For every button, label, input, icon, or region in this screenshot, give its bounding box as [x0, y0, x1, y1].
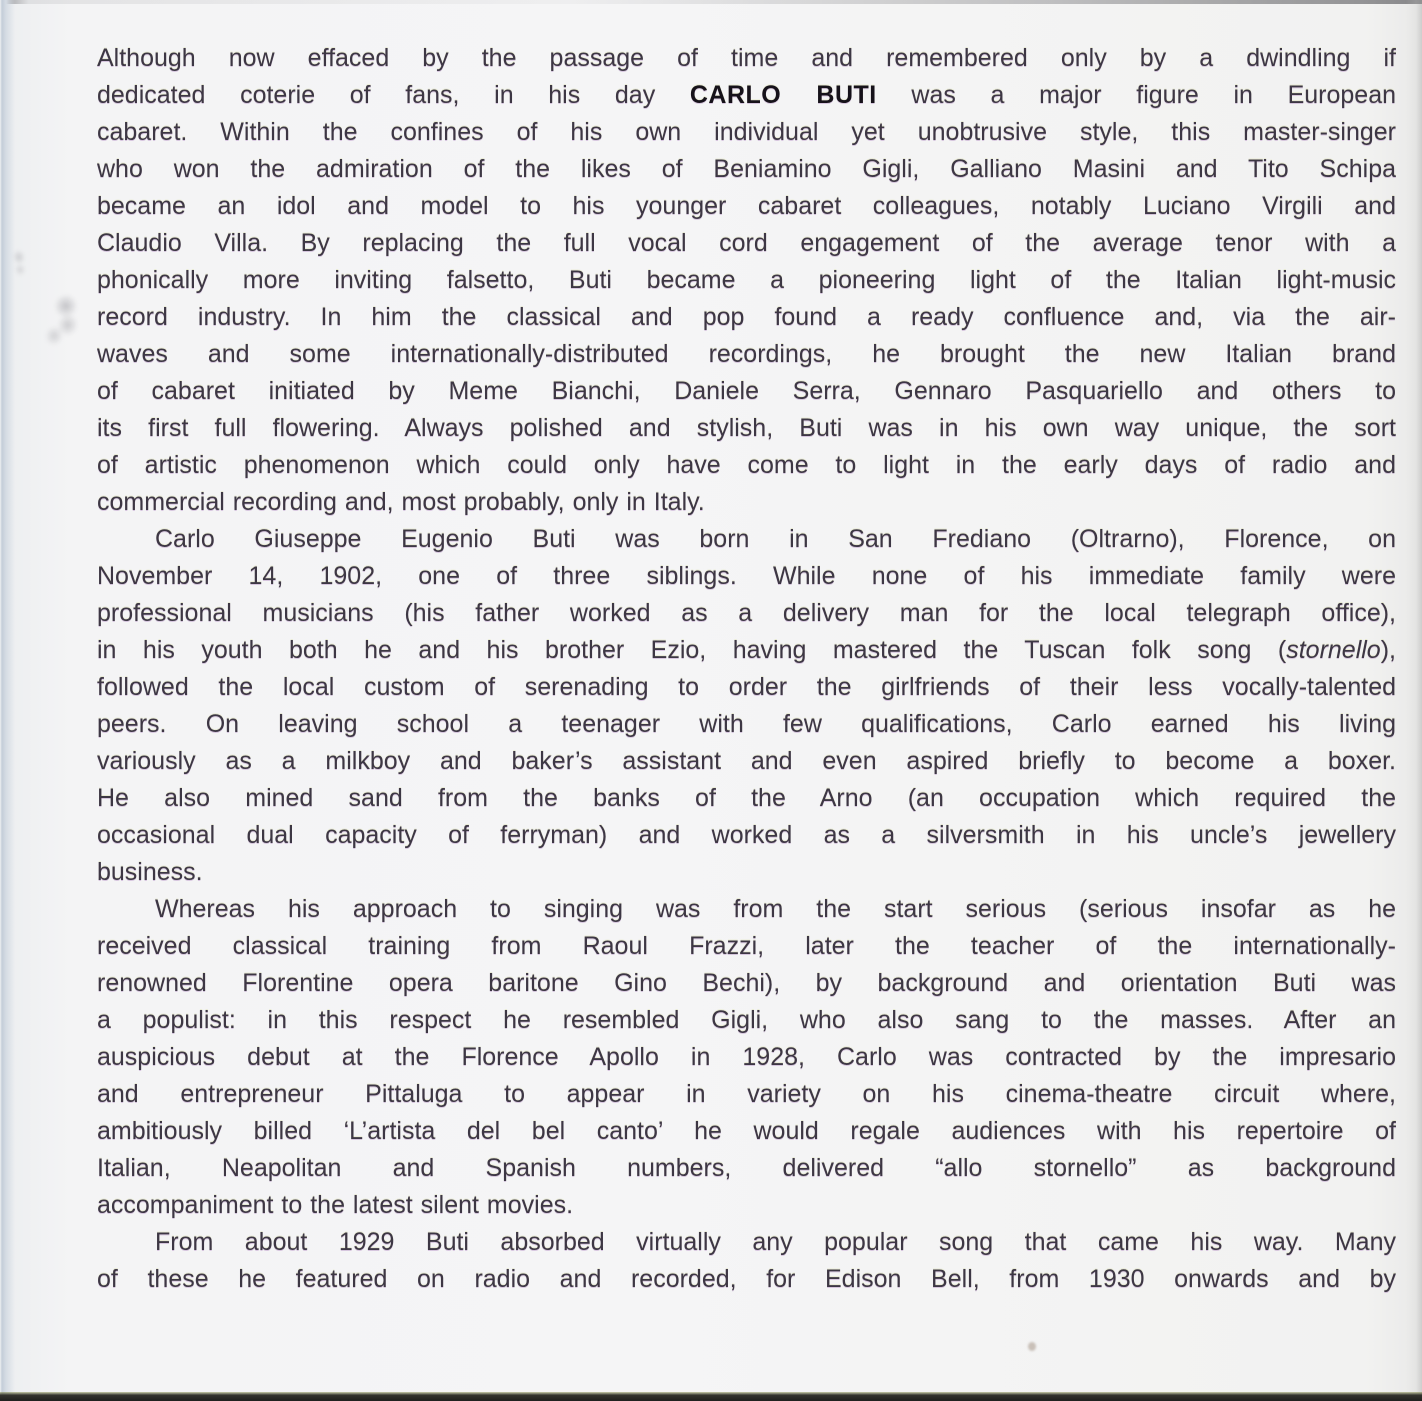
text-segment: Claudio Villa. By replacing the full vocal cord engagement of the average tenor with a [97, 229, 1396, 257]
text-line [97, 262, 1396, 299]
text-line [97, 558, 1396, 595]
text-segment: peers. On leaving school a teenager with few qualifications, Carlo earned his living [97, 710, 1396, 738]
text-line [97, 1150, 1396, 1187]
text-segment: commercial recording and, most probably, only in Italy. [97, 488, 705, 516]
text-segment: renowned Florentine opera baritone Gino Bechi), by background and orientation Buti was [97, 969, 1396, 997]
text-line [97, 595, 1396, 632]
text-line [97, 854, 1396, 891]
scan-edge-left [0, 0, 16, 1401]
text-segment: who won the admiration of the likes of Beniamino Gigli, Galliano Masini and Tito Schipa [97, 155, 1396, 183]
text-segment: professional musicians (his father worked as a delivery man for the local telegraph office), [97, 599, 1396, 627]
text-segment: of cabaret initiated by Meme Bianchi, Daniele Serra, Gennaro Pasquariello and others to [97, 377, 1396, 405]
text-segment: became an idol and model to his younger cabaret colleagues, notably Luciano Virgili and [97, 192, 1396, 220]
text-segment: accompaniment to the latest silent movies. [97, 1191, 574, 1219]
text-segment: business. [97, 858, 203, 886]
text-segment: ), [1380, 636, 1396, 664]
paper-speck [1028, 1342, 1036, 1351]
text-line [97, 1076, 1396, 1113]
text-line [97, 891, 1396, 928]
text-segment: followed the local custom of serenading to order the girlfriends of their less vocally-talented [97, 673, 1396, 701]
text-line [97, 1187, 1396, 1224]
pencil-smudge-small [8, 246, 33, 279]
text-segment: From about 1929 Buti absorbed virtually any popular song that came his way. Many [155, 1228, 1396, 1256]
text-line [97, 521, 1396, 558]
text-line [97, 632, 1396, 669]
text-line [97, 928, 1396, 965]
pencil-smudge [38, 288, 92, 355]
text-segment: Italian, Neapolitan and Spanish numbers, delivered “allo stornello” as background [97, 1154, 1396, 1182]
text-line [97, 151, 1396, 188]
text-segment: record industry. In him the classical and pop found a ready confluence and, via the air- [97, 303, 1396, 331]
text-line [97, 1039, 1396, 1076]
text-segment: phonically more inviting falsetto, Buti became a pioneering light of the Italian light-music [97, 266, 1396, 294]
text-line [97, 410, 1396, 447]
text-segment: received classical training from Raoul Frazzi, later the teacher of the internationally- [97, 932, 1396, 960]
text-segment: its first full flowering. Always polished and stylish, Buti was in his own way unique, the sort [97, 414, 1396, 442]
text-line [97, 40, 1396, 77]
scan-edge-right [1406, 0, 1422, 1401]
text-segment: November 14, 1902, one of three siblings. While none of his immediate family were [97, 562, 1396, 590]
text-line [97, 373, 1396, 410]
article-text [97, 40, 1396, 1298]
text-line [97, 780, 1396, 817]
text-segment: in his youth both he and his brother Ezio, having mastered the Tuscan folk song ( [97, 636, 1287, 664]
text-segment: was a major figure in European [876, 81, 1396, 109]
text-segment: variously as a milkboy and baker’s assistant and even aspired briefly to become a boxer. [97, 747, 1396, 775]
scan-edge-top [0, 0, 1422, 4]
text-segment: waves and some internationally-distributed recordings, he brought the new Italian brand [97, 340, 1396, 368]
text-line [97, 447, 1396, 484]
text-line [97, 1224, 1396, 1261]
text-line [97, 706, 1396, 743]
text-segment: of these he featured on radio and recorded, for Edison Bell, from 1930 onwards and by [97, 1265, 1396, 1293]
text-segment: Carlo Giuseppe Eugenio Buti was born in San Frediano (Oltrarno), Florence, on [155, 525, 1396, 553]
text-segment: and entrepreneur Pittaluga to appear in variety on his cinema-theatre circuit where, [97, 1080, 1396, 1108]
text-segment: Although now effaced by the passage of time and remembered only by a dwindling if [97, 44, 1396, 72]
text-segment: dedicated coterie of fans, in his day [97, 81, 690, 109]
text-line [97, 299, 1396, 336]
text-line [97, 77, 1396, 114]
text-line [97, 1261, 1396, 1298]
artist-name-bold: CARLO BUTI [689, 81, 877, 109]
text-segment: occasional dual capacity of ferryman) and worked as a silversmith in his uncle’s jewellery [97, 821, 1396, 849]
scan-edge-bottom [0, 1392, 1422, 1401]
italic-term: stornello [1286, 636, 1381, 664]
text-line [97, 817, 1396, 854]
text-line [97, 484, 1396, 521]
text-line [97, 1002, 1396, 1039]
text-segment: auspicious debut at the Florence Apollo in 1928, Carlo was contracted by the impresario [97, 1043, 1396, 1071]
text-segment: Whereas his approach to singing was from the start serious (serious insofar as he [155, 895, 1396, 923]
text-segment: He also mined sand from the banks of the Arno (an occupation which required the [97, 784, 1396, 812]
text-line [97, 965, 1396, 1002]
text-line [97, 188, 1396, 225]
text-line [97, 743, 1396, 780]
text-line [97, 1113, 1396, 1150]
text-line [97, 114, 1396, 151]
text-segment: cabaret. Within the confines of his own individual yet unobtrusive style, this master-singer [97, 118, 1396, 146]
text-line [97, 669, 1396, 706]
text-line [97, 225, 1396, 262]
text-line [97, 336, 1396, 373]
text-segment: of artistic phenomenon which could only have come to light in the early days of radio and [97, 451, 1396, 479]
text-segment: ambitiously billed ‘L’artista del bel canto’ he would regale audiences with his repertoire of [97, 1117, 1396, 1145]
text-segment: a populist: in this respect he resembled Gigli, who also sang to the masses. After an [97, 1006, 1396, 1034]
